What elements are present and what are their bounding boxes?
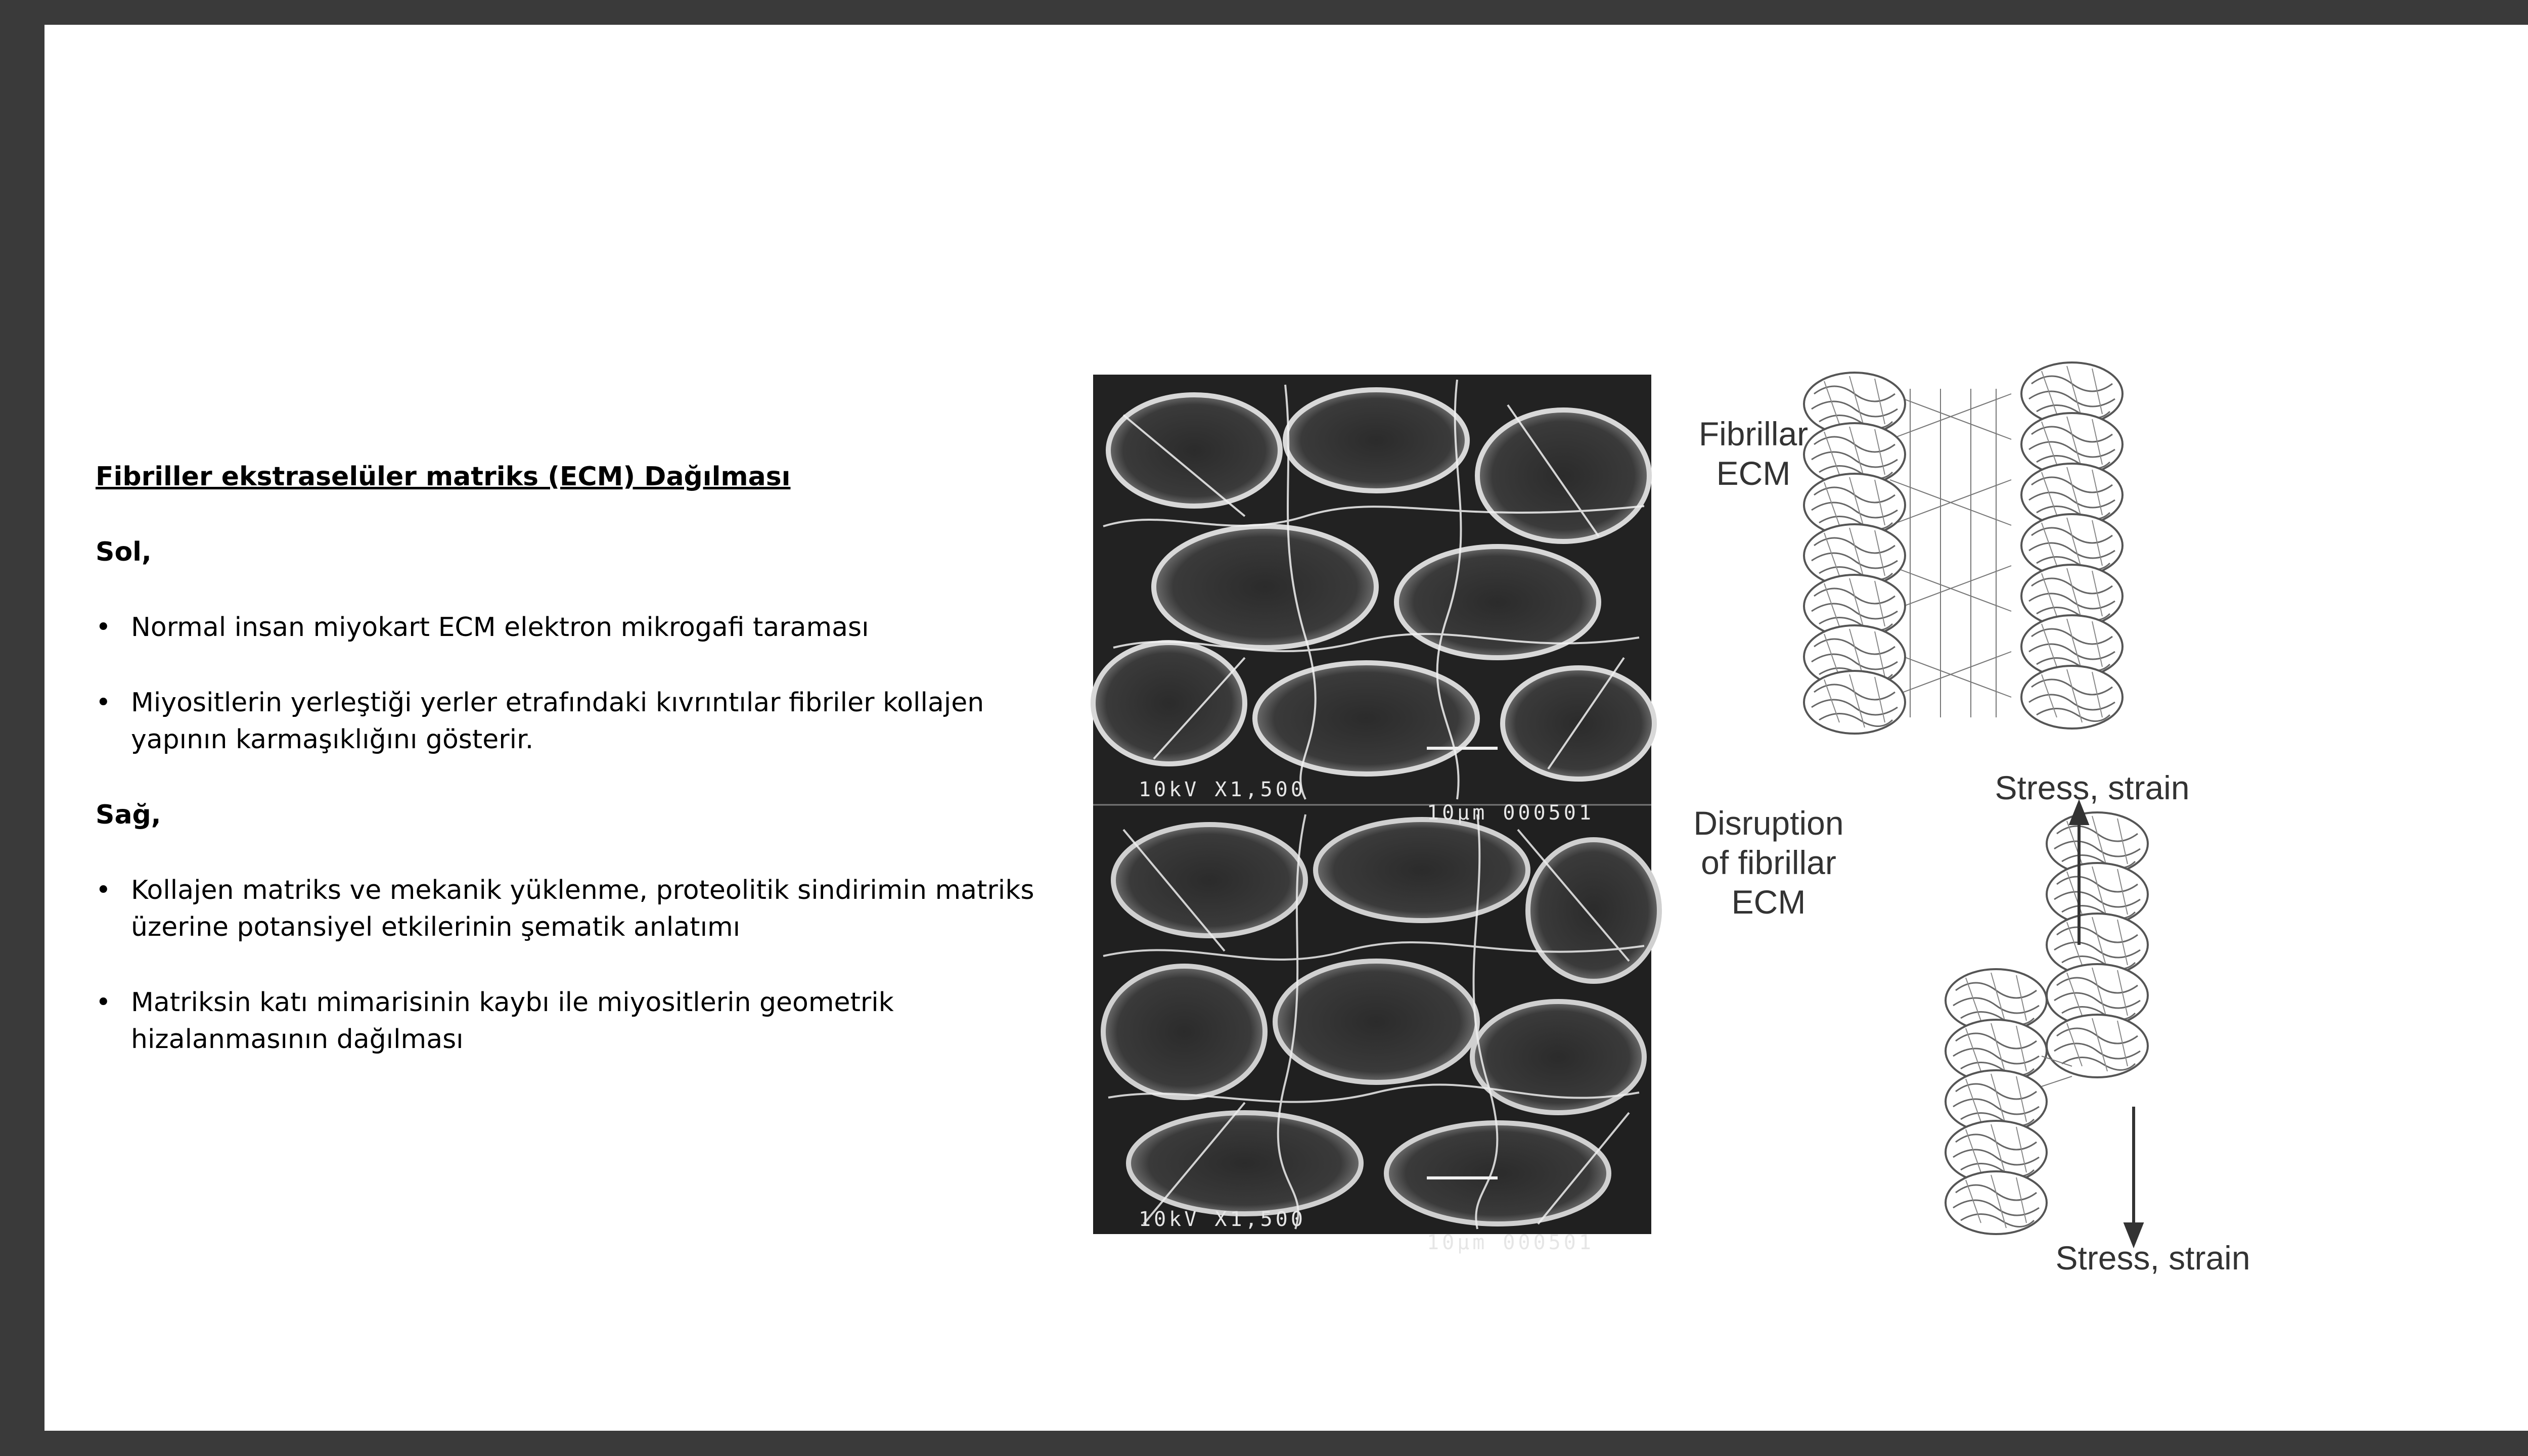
top-scale-bar bbox=[1427, 747, 1498, 750]
fibrillar-ecm-label: Fibrillar ECM bbox=[1698, 415, 1809, 492]
bullet-dot: • bbox=[96, 875, 111, 905]
bullet-dot: • bbox=[96, 612, 111, 643]
top-panel-scale-label: 10µm 000501 bbox=[1427, 801, 1594, 825]
left-section-label: Sol, bbox=[96, 537, 152, 567]
bullet-dot: • bbox=[96, 987, 111, 1018]
bullet-dot: • bbox=[96, 688, 111, 718]
right-bullet-list bbox=[96, 872, 1087, 1058]
bullet-item bbox=[96, 872, 1087, 946]
disrupted-ecm-columns bbox=[1946, 812, 2148, 1234]
bullet-text: Normal insan miyokart ECM elektron mikrogafi taraması bbox=[131, 612, 869, 643]
slide-heading: Fibriller ekstraselüler matriks (ECM) Dağılması bbox=[96, 462, 791, 492]
stress-arrow-down bbox=[2126, 1107, 2142, 1244]
sem-micrograph-image bbox=[1093, 375, 1651, 1254]
left-bullet-list bbox=[96, 609, 1087, 758]
top-panel-caption bbox=[1093, 755, 1651, 848]
slide bbox=[44, 25, 2528, 1431]
stress-strain-bottom-label: Stress, strain bbox=[2055, 1239, 2250, 1277]
bullet-text: Kollajen matriks ve mekanik yüklenme, proteolitik sindirimin matriks üzerine potansiyel etkilerinin şematik anlatımı bbox=[131, 875, 1034, 942]
bullet-item bbox=[96, 984, 1087, 1058]
bullet-text: Matriksin katı mimarisinin kaybı ile miyositlerin geometrik hizalanmasının dağılması bbox=[131, 987, 894, 1055]
stress-strain-top-label: Stress, strain bbox=[1995, 769, 2190, 806]
bullet-item bbox=[96, 685, 1087, 758]
disruption-label: Disruption of fibrillar ECM bbox=[1693, 804, 1844, 921]
slide-text-content bbox=[96, 459, 1087, 1058]
ecm-schematic-diagram bbox=[1688, 348, 2289, 1289]
bullet-item bbox=[96, 609, 1087, 646]
bottom-scale-bar bbox=[1427, 1176, 1498, 1179]
bottom-panel-caption bbox=[1093, 1185, 1651, 1278]
bottom-panel-magnification: 10kV X1,500 bbox=[1139, 1208, 1306, 1231]
right-section-label: Sağ, bbox=[96, 800, 161, 830]
intact-ecm-mesh bbox=[1804, 362, 2123, 734]
bullet-text: Miyositlerin yerleştiği yerler etrafındaki kıvrıntılar fibriler kollajen yapının karmaşıklığını gösterir. bbox=[131, 688, 984, 755]
bottom-panel-scale-label: 10µm 000501 bbox=[1427, 1231, 1594, 1254]
top-panel-magnification: 10kV X1,500 bbox=[1139, 778, 1306, 801]
